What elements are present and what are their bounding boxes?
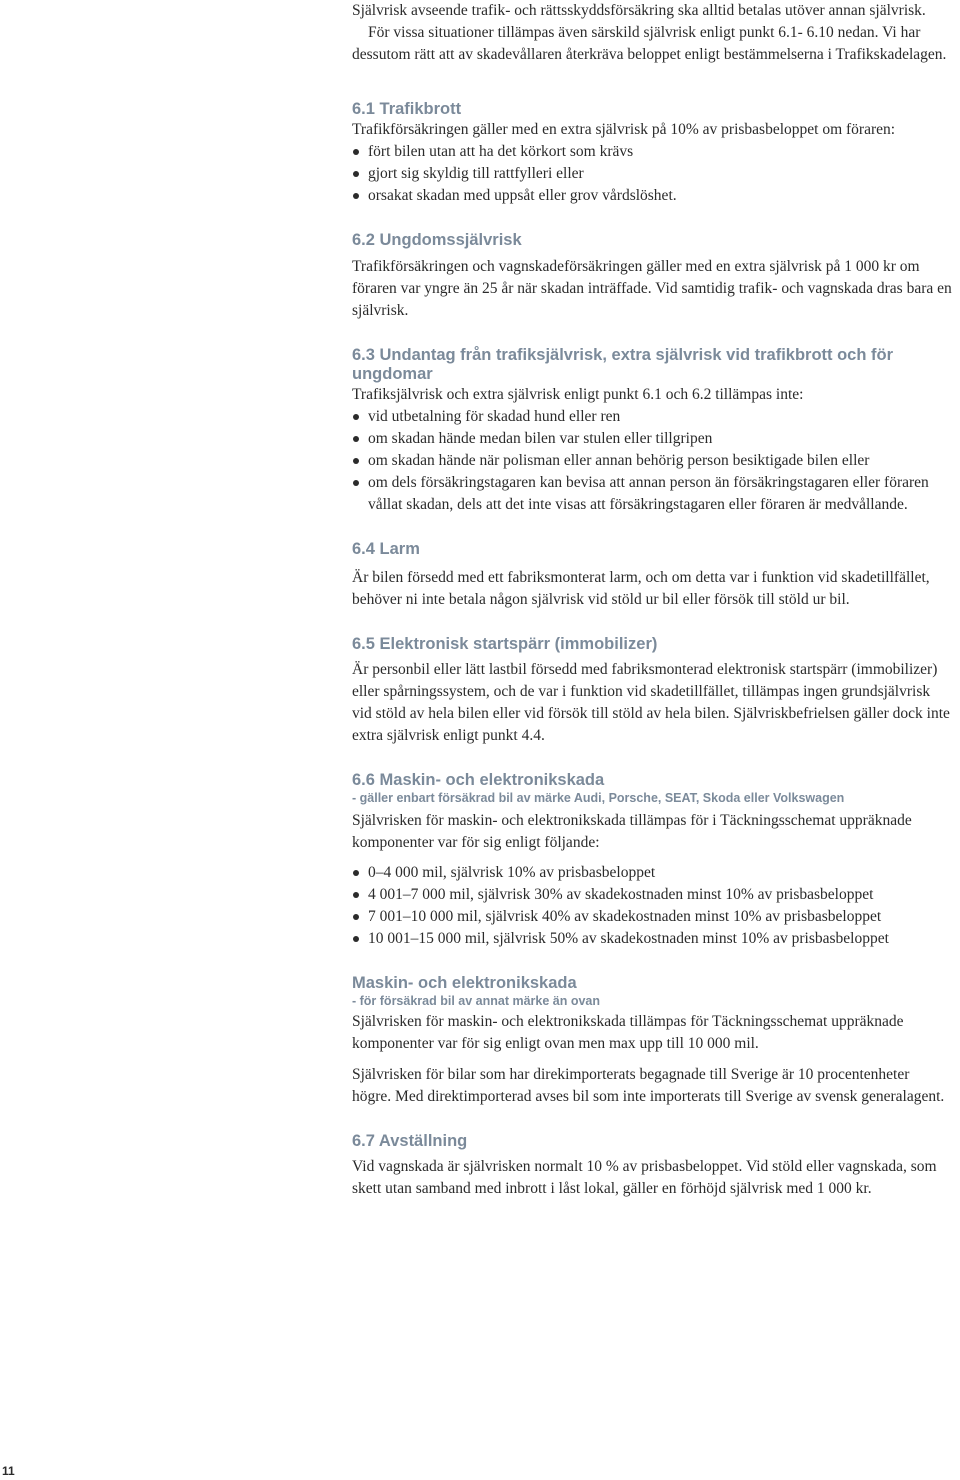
section-heading: 6.2 Ungdomssjälvrisk xyxy=(352,231,522,249)
section-heading: 6.7 Avställning xyxy=(352,1132,468,1150)
section-text: Vid vagnskada är självrisken normalt 10 % av prisbasbeloppet. Vid stöld eller vagnskada, som skett utan samband med inbrott i låst lokal, gäller en förhöjd självrisk med 1 000 kr. xyxy=(352,1158,937,1197)
list-item: om skadan hände när polisman eller annan behörig person besiktigade bilen eller xyxy=(352,450,952,472)
section-6-6 xyxy=(352,771,952,950)
page-number: 11 xyxy=(2,1464,15,1478)
section-heading: Maskin- och elektronikskada xyxy=(352,974,577,992)
list-item: vid utbetalning för skadad hund eller ren xyxy=(352,406,952,428)
list-item: om dels försäkringstagaren kan bevisa att annan person än försäkringstagaren eller föraren vållat skadan, dels att det inte visas att försäkringstagaren eller föraren är medvållande. xyxy=(352,472,952,516)
section-heading: 6.3 Undantag från trafiksjälvrisk, extra självrisk vid trafikbrott och för ungdomar xyxy=(352,346,894,383)
section-subtitle: - för försäkrad bil av annat märke än ovan xyxy=(352,994,600,1008)
section-text: Trafiksjälvrisk och extra självrisk enligt punkt 6.1 och 6.2 tillämpas inte: xyxy=(352,386,804,403)
section-text: Trafikförsäkringen gäller med en extra självrisk på 10% av prisbasbeloppet om föraren: xyxy=(352,121,896,138)
section-6-3 xyxy=(352,346,952,516)
list-item: 7 001–10 000 mil, självrisk 40% av skadekostnaden minst 10% av prisbasbeloppet xyxy=(352,906,952,928)
section-heading: 6.5 Elektronisk startspärr (immobilizer) xyxy=(352,635,658,653)
section-6-2 xyxy=(352,231,952,322)
section-subtitle: - gäller enbart försäkrad bil av märke Audi, Porsche, SEAT, Skoda eller Volkswagen xyxy=(352,791,845,805)
section-6-1 xyxy=(352,100,952,207)
list-item: 4 001–7 000 mil, självrisk 30% av skadekostnaden minst 10% av prisbasbeloppet xyxy=(352,884,952,906)
bullet-list xyxy=(352,862,952,950)
list-item: orsakat skadan med uppsåt eller grov vårdslöshet. xyxy=(352,185,952,207)
section-6-6b xyxy=(352,974,952,1108)
section-text: Självrisken för maskin- och elektronikskada tillämpas för i Täckningsschemat uppräknade komponenter var för sig enligt följande: xyxy=(352,812,912,851)
bullet-list xyxy=(352,141,952,207)
intro xyxy=(352,0,952,66)
section-heading: 6.4 Larm xyxy=(352,540,420,558)
section-text: Är bilen försedd med ett fabriksmonterat larm, och om detta var i funktion vid skadetillfället, behöver ni inte betala någon självrisk vid stöld ur bil eller försök till stöld ur bil. xyxy=(352,569,930,608)
section-text: Trafikförsäkringen och vagnskadeförsäkringen gäller med en extra självrisk på 1 000 kr om föraren var yngre än 25 år när skadan inträffade. Vid samtidig trafik- och vagnskada dras bara en självrisk. xyxy=(352,258,952,319)
list-item: gjort sig skyldig till rattfylleri eller xyxy=(352,163,952,185)
intro-paragraph-1: Självrisk avseende trafik- och rättsskyddsförsäkring ska alltid betalas utöver annan självrisk. xyxy=(352,2,926,19)
section-6-7 xyxy=(352,1132,952,1200)
section-text-2: Självrisken för bilar som har direkimporterats begagnade till Sverige är 10 procentenheter högre. Med direktimporterad avses bil som inte importerats till Sverige av svensk generalagent. xyxy=(352,1066,945,1105)
list-item: 0–4 000 mil, självrisk 10% av prisbasbeloppet xyxy=(352,862,952,884)
document-body xyxy=(352,0,952,1200)
bullet-list xyxy=(352,406,952,516)
section-6-4 xyxy=(352,540,952,611)
section-heading: 6.6 Maskin- och elektronikskada xyxy=(352,771,605,789)
section-text: Självrisken för maskin- och elektronikskada tillämpas för Täckningsschemat uppräknade komponenter var för sig enligt ovan men max upp till 10 000 mil. xyxy=(352,1013,904,1052)
intro-paragraph-2: För vissa situationer tillämpas även särskild självrisk enligt punkt 6.1- 6.10 nedan. Vi har dessutom rätt att av skadevållaren återkräva beloppet enligt bestämmelserna i Trafikskadelagen. xyxy=(352,24,947,63)
list-item: om skadan hände medan bilen var stulen eller tillgripen xyxy=(352,428,952,450)
list-item: fört bilen utan att ha det körkort som krävs xyxy=(352,141,952,163)
list-item: 10 001–15 000 mil, självrisk 50% av skadekostnaden minst 10% av prisbasbeloppet xyxy=(352,928,952,950)
section-heading: 6.1 Trafikbrott xyxy=(352,100,462,118)
section-6-5 xyxy=(352,635,952,747)
section-text: Är personbil eller lätt lastbil försedd med fabriksmonterad elektronisk startspärr (immobilizer) eller spårningssystem, och de var i funktion vid skadetillfället, tillämpas ingen grundsjälvrisk vid stöld av hela bilen eller vid försök till stöld av hela bilen. Självriskbefrielsen gäller dock inte extra självrisk enligt punkt 4.4. xyxy=(352,661,950,744)
